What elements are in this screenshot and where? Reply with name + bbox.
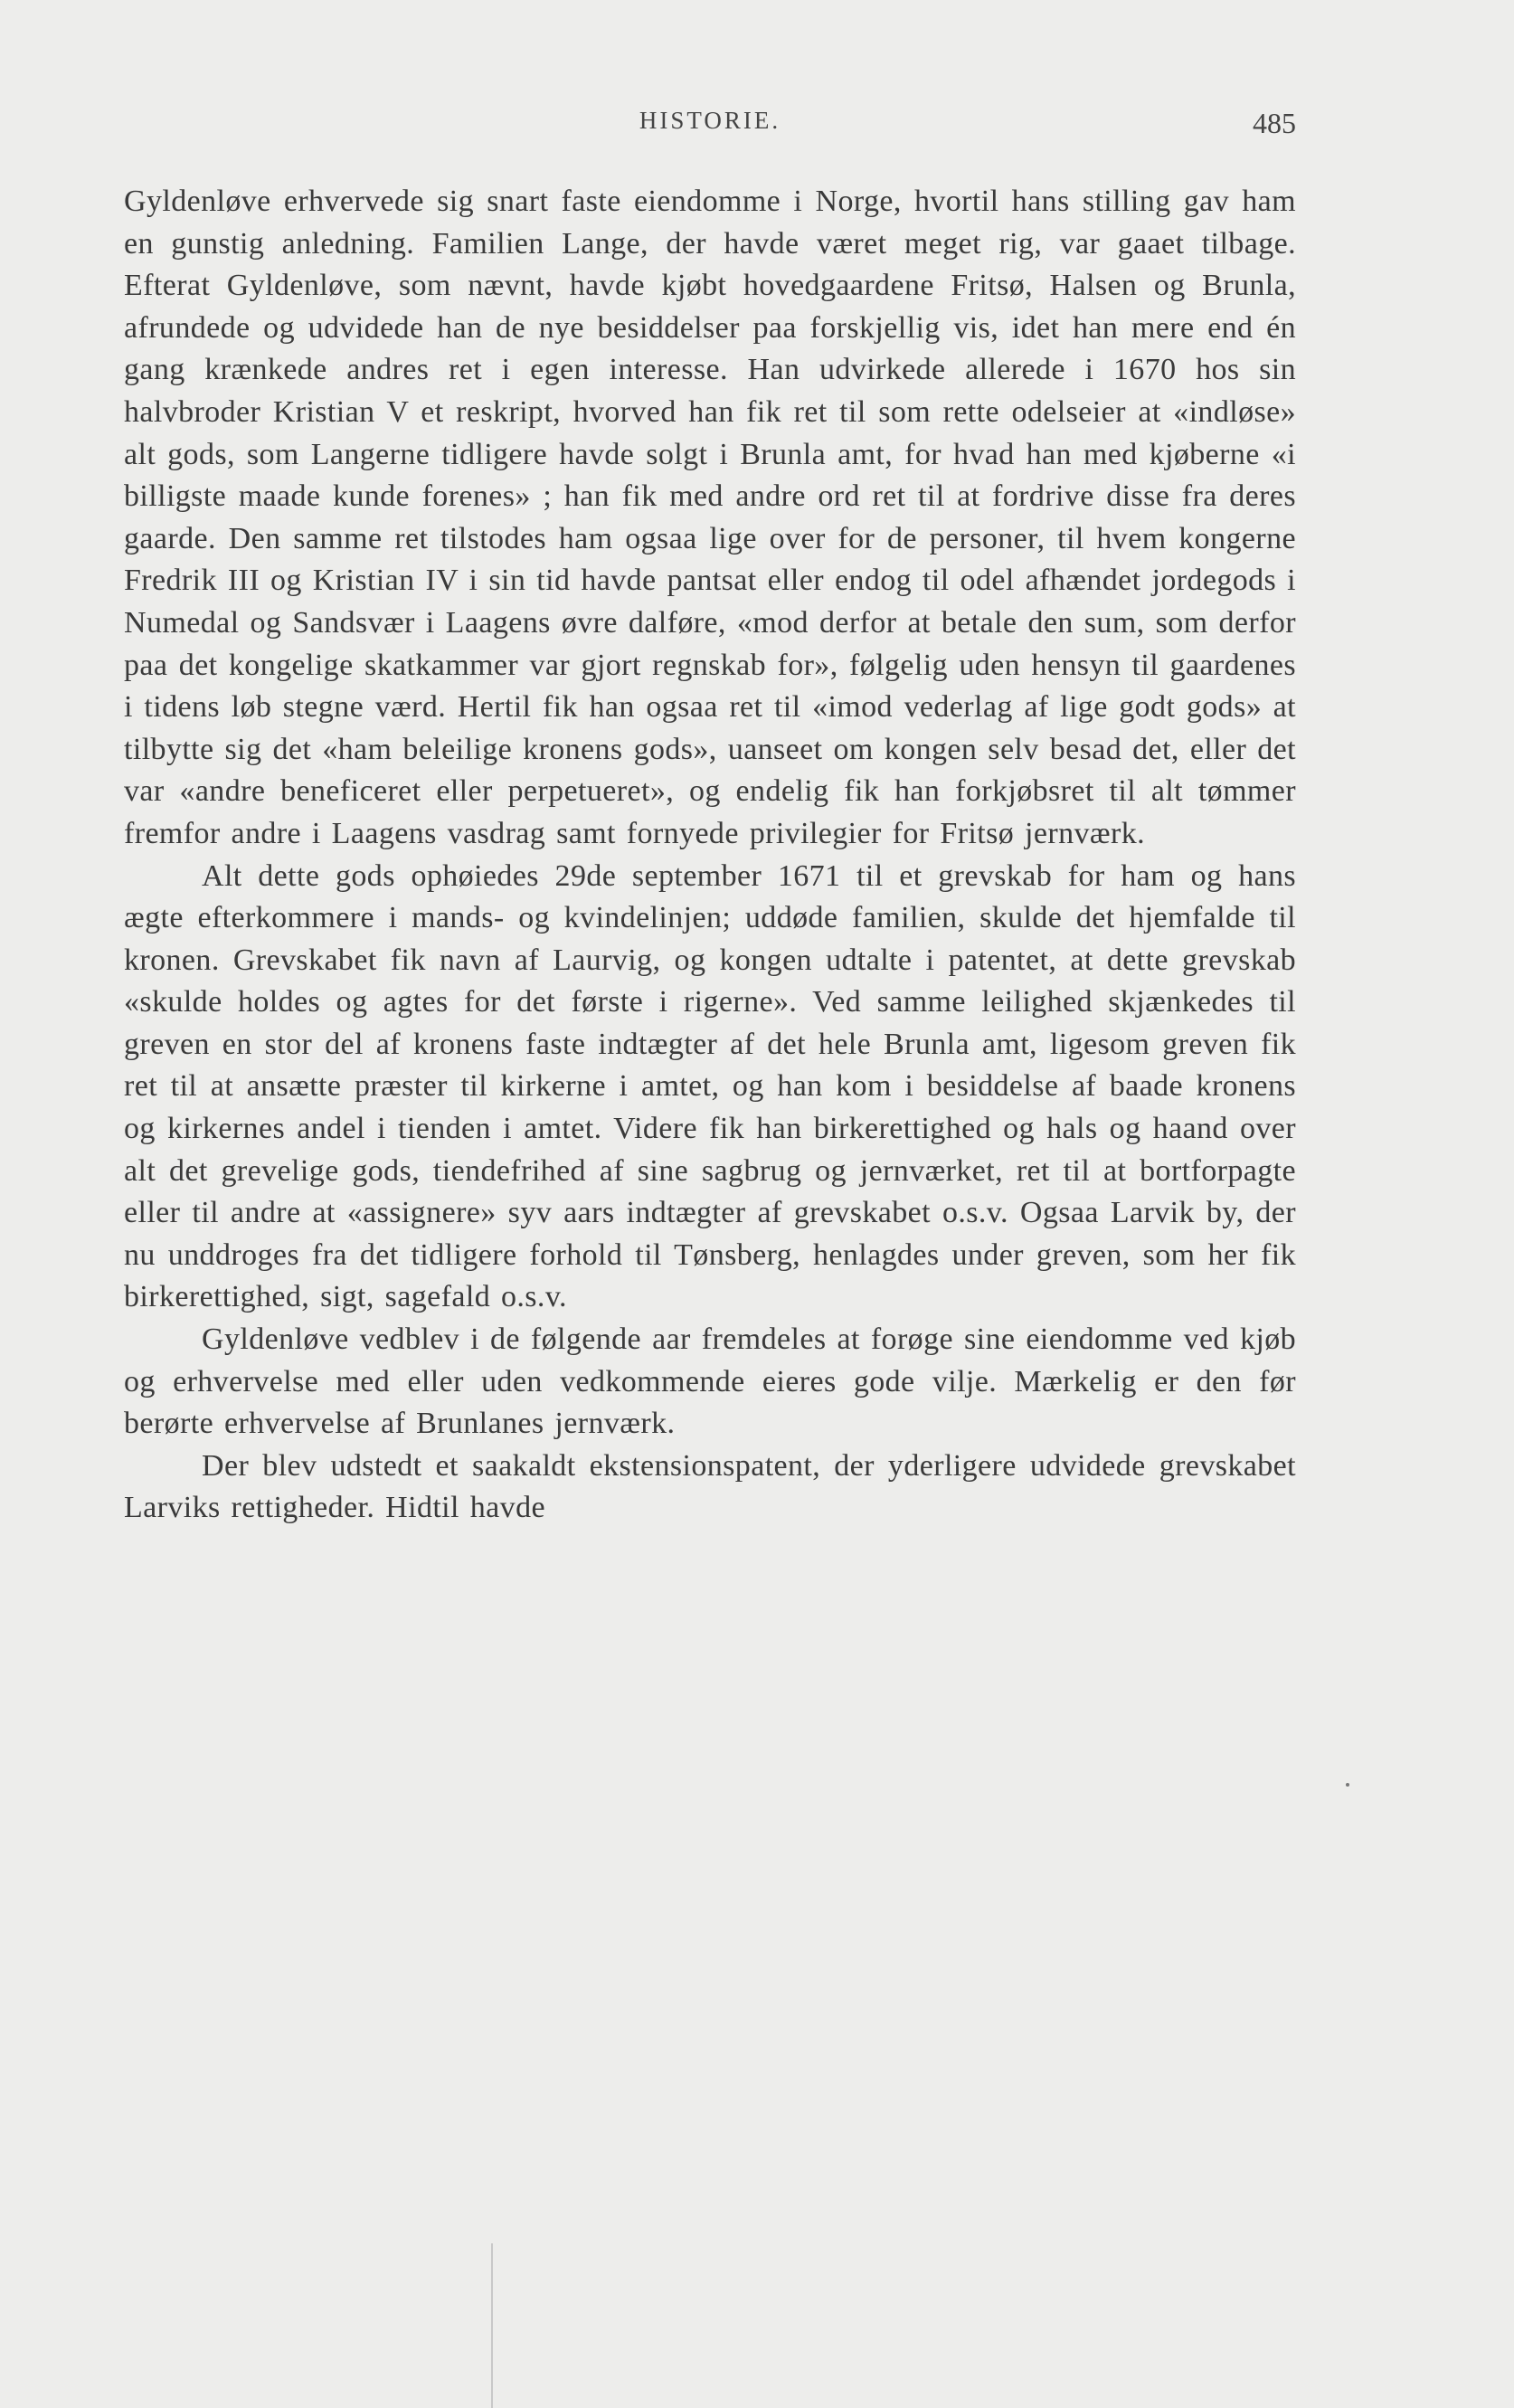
page-number: 485	[1253, 107, 1296, 139]
page-header	[124, 107, 1296, 143]
ink-speck	[1346, 1783, 1349, 1787]
body-text	[124, 181, 1296, 1530]
paragraph: Alt dette gods ophøiedes 29de september 1671 til et grevskab for ham og hans ægte efterkommere i mands- og kvindelinjen; uddøde familien, skulde det hjemfalde til kronen. Grevskabet fik navn af Laurvig, og kongen udtalte i patentet, at dette grevskab «skulde holdes og agtes for det første i rigerne». Ved samme leilighed skjænkedes til greven en stor del af kronens faste indtægter af det hele Brunla amt, ligesom greven fik ret til at ansætte præster til kirkerne i amtet, og han kom i besiddelse af baade kronens og kirkernes andel i tienden i amtet. Videre fik han birkerettighed og hals og haand over alt det grevelige gods, tiendefrihed af sine sagbrug og jernværket, ret til at bortforpagte eller til andre at «assignere» syv aars indtægter af grevskabet o.s.v. Ogsaa Larvik by, der nu unddroges fra det tidligere forhold til Tønsberg, henlagdes under greven, som her fik birkerettighed, sigt, sagefald o.s.v.	[124, 858, 1296, 1314]
paragraph: Gyldenløve erhvervede sig snart faste eiendomme i Norge, hvortil hans stilling gav ham en gunstig anledning. Familien Lange, der havde været meget rig, var gaaet tilbage. Efterat Gyldenløve, som nævnt, havde kjøbt hovedgaardene Fritsø, Halsen og Brunla, afrundede og udvidede han de nye besiddelser paa forskjellig vis, idet han mere end én gang krænkede andres ret i egen interesse. Han udvirkede allerede i 1670 hos sin halvbroder Kristian V et reskript, hvorved han fik ret til som rette odelseier at «indløse» alt gods, som Langerne tidligere havde solgt i Brunla amt, for hvad han med kjøberne «i billigste maade kunde forenes» ; han fik med andre ord ret til at fordrive disse fra deres gaarde. Den samme ret tilstodes ham ogsaa lige over for de personer, til hvem kongerne Fredrik III og Kristian IV i sin tid havde pantsat eller endog til odel afhændet jordegods i Numedal og Sandsvær i Laagens øvre dalføre, «mod derfor at betale den sum, som derfor paa det kongelige skatkammer var gjort regnskab for», følgelig uden hensyn til gaardenes i tidens løb stegne værd. Hertil fik han ogsaa ret til «imod vederlag af lige godt gods» at tilbytte sig det «ham beleilige kronens gods», uanseet om kongen selv besad det, eller det var «andre beneficeret eller perpetueret», og endelig fik han forkjøbsret til alt tømmer fremfor andre i Laagens vasdrag samt fornyede privilegier for Fritsø jernværk.	[124, 185, 1296, 850]
paragraph: Gyldenløve vedblev i de følgende aar fremdeles at forøge sine eiendomme ved kjøb og erhvervelse med eller uden vedkommende eieres gode vilje. Mærkelig er den før berørte erhvervelse af Brunlanes jernværk.	[124, 1323, 1296, 1441]
running-title: HISTORIE.	[639, 107, 781, 134]
paragraph: Der blev udstedt et saakaldt ekstensionspatent, der yderligere udvidede grevskabet Larviks rettigheder. Hidtil havde	[124, 1448, 1296, 1525]
scan-crease-line	[491, 2243, 493, 2408]
